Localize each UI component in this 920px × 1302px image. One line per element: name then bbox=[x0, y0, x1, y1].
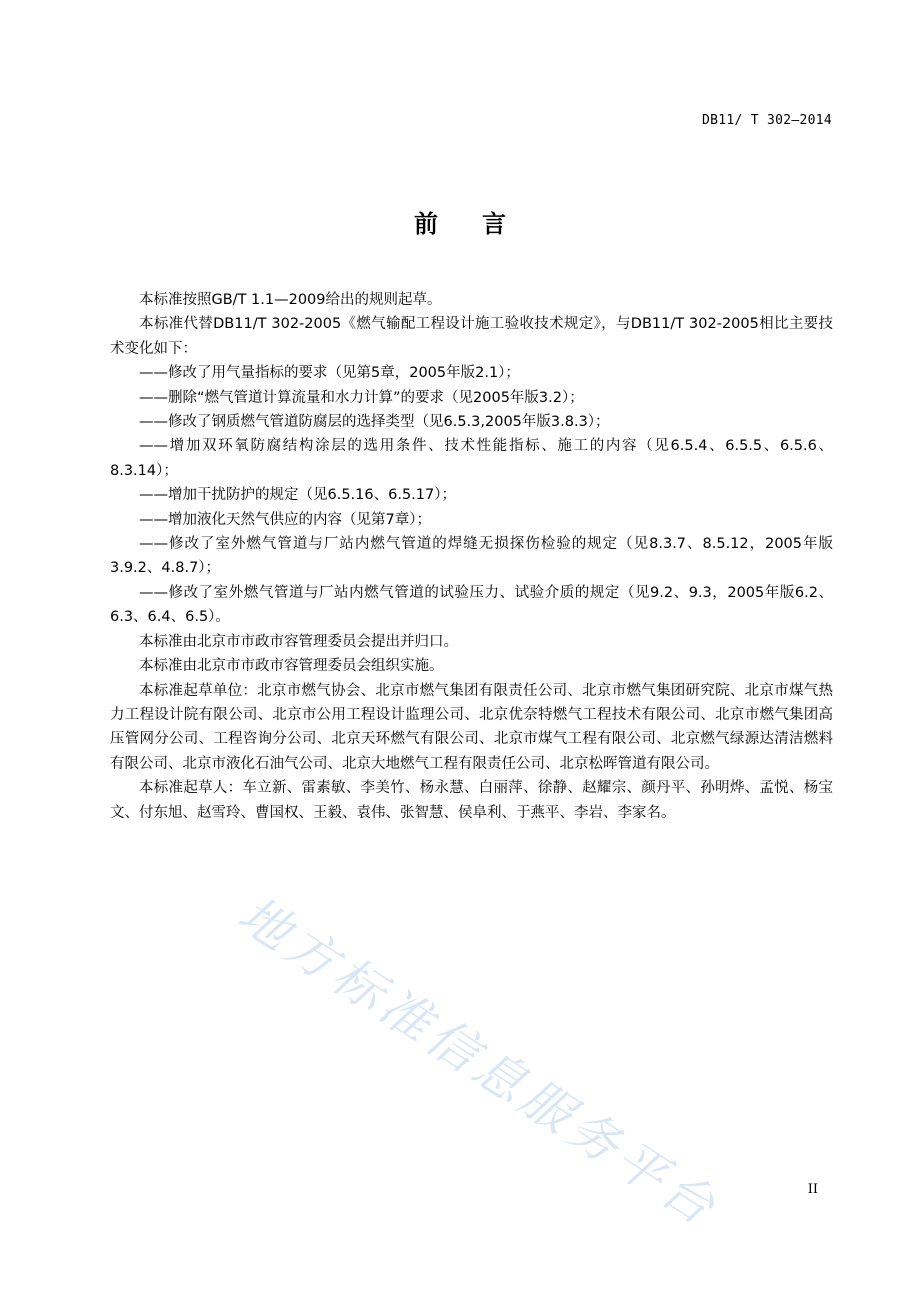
paragraph: ——增加液化天然气供应的内容（见第7章）； bbox=[139, 511, 431, 528]
paragraph: 本标准按照GB/T 1.1—2009给出的规则起草。 bbox=[139, 292, 442, 308]
paragraph: ——增加双环氧防腐结构涂层的选用条件、技术性能指标、施工的内容（见6.5.4、6.5.5、6.5.6、8.3.14）； bbox=[110, 438, 833, 479]
paragraph: 本标准起草人：车立新、雷素敏、李美竹、杨永慧、白丽萍、徐静、赵耀宗、颜丹平、孙明烨、孟悦、杨宝文、付东旭、赵雪玲、曹国权、王毅、袁伟、张智慧、侯阜利、于燕平、李岩、李家名。 bbox=[110, 780, 833, 821]
page-title: 前言 bbox=[414, 210, 550, 238]
paragraph: 本标准由北京市市政市容管理委员会组织实施。 bbox=[139, 658, 444, 675]
paragraph: ——修改了钢质燃气管道防腐层的选择类型（见6.5.3,2005年版3.8.3）； bbox=[139, 414, 610, 431]
paragraph: ——删除“燃气管道计算流量和水力计算”的要求（见2005年版3.2）； bbox=[139, 389, 584, 406]
paragraph: ——增加干扰防护的规定（见6.5.16、6.5.17）； bbox=[139, 487, 456, 504]
paragraph: 本标准由北京市市政市容管理委员会提出并归口。 bbox=[139, 633, 458, 650]
paragraph: 本标准起草单位：北京市燃气协会、北京市燃气集团有限责任公司、北京市燃气集团研究院、北京市煤气热力工程设计院有限公司、北京市公用工程设计监理公司、北京优奈特燃气工程技术有限公司、北京市燃气集团高压管网分公司、工程咨询分公司、北京天环燃气有限公司、北京市煤气工程有限公司、北京燃气绿源达清洁燃料有限公司、北京市液化石油气公司、北京大地燃气工程有限责任公司、北京松晖管道有限公司。 bbox=[110, 682, 833, 772]
paragraph: ——修改了用气量指标的要求（见第5章，2005年版2.1）； bbox=[139, 365, 520, 382]
paragraph: 本标准代替DB11/T 302-2005《燃气输配工程设计施工验收技术规定》，与DB11/T 302-2005相比主要技术变化如下： bbox=[110, 316, 833, 357]
paragraph: ——修改了室外燃气管道与厂站内燃气管道的试验压力、试验介质的规定（见9.2、9.3，2005年版6.2、6.3、6.4、6.5）。 bbox=[110, 584, 833, 626]
page-number: II bbox=[807, 1182, 818, 1197]
paragraph: ——修改了室外燃气管道与厂站内燃气管道的焊缝无损探伤检验的规定（见8.3.7、8.5.12，2005年版3.9.2、4.8.7）； bbox=[110, 536, 833, 577]
watermark: 地方标准信息服务平台 bbox=[228, 885, 730, 1239]
preface-body bbox=[110, 288, 833, 825]
document-code: DB11/ T 302—2014 bbox=[701, 113, 832, 128]
